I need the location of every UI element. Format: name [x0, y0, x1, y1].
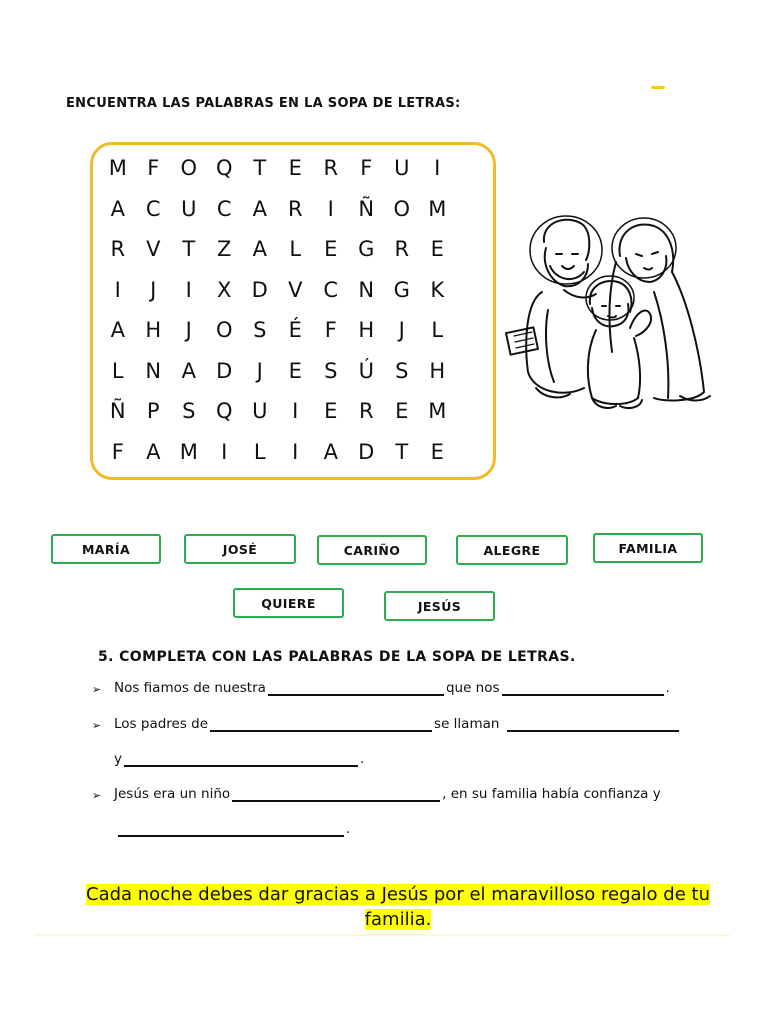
grid-letter: R [358, 399, 374, 424]
grid-letter: É [288, 318, 302, 343]
grid-letter: C [145, 196, 161, 221]
grid-letter: U [394, 156, 410, 181]
grid-letter: L [431, 318, 444, 343]
grid-letter: S [395, 358, 409, 383]
grid-letter: K [430, 277, 445, 302]
grid-letter: H [429, 358, 446, 383]
answer-blank[interactable] [268, 680, 444, 696]
sentence-text: y [114, 751, 122, 767]
sentence-line-5 [116, 821, 350, 837]
answer-blank[interactable] [232, 786, 440, 802]
grid-letter: I [292, 399, 299, 424]
answer-blank[interactable] [210, 716, 432, 732]
grid-letter: E [324, 237, 338, 262]
grid-letter: U [252, 399, 268, 424]
grid-letter: V [288, 277, 303, 302]
sentence-end: . [346, 821, 351, 837]
grid-letter: F [324, 318, 337, 343]
sentence-text: Nos fiamos de nuestra [114, 680, 266, 696]
grid-letter: O [393, 196, 411, 221]
word-box-jesus: JESÚS [384, 591, 495, 621]
word-box-jose: JOSÉ [184, 534, 296, 564]
grid-letter: M [428, 399, 447, 424]
sentence-text: se llaman [434, 716, 500, 732]
grid-letter: T [395, 439, 409, 464]
answer-blank[interactable] [124, 751, 358, 767]
footer-divider [34, 934, 730, 936]
word-box-familia: FAMILIA [593, 533, 703, 563]
sentence-end: . [360, 751, 365, 767]
grid-letter: I [327, 196, 334, 221]
word-box-carino: CARIÑO [317, 535, 427, 565]
grid-letter: Ñ [358, 196, 375, 221]
grid-letter: H [358, 318, 375, 343]
grid-letter: E [430, 439, 444, 464]
grid-letter: A [146, 439, 161, 464]
sentence-text: , en su familia había confianza y [442, 786, 661, 802]
grid-letter: P [146, 399, 160, 424]
word-box-maria: MARÍA [51, 534, 161, 564]
grid-letter: Ú [358, 358, 374, 383]
grid-letter: A [323, 439, 338, 464]
grid-letter: R [394, 237, 410, 262]
grid-letter: O [215, 318, 233, 343]
answer-blank[interactable] [118, 821, 344, 837]
grid-letter: F [147, 156, 160, 181]
grid-letter: A [252, 196, 267, 221]
grid-letter: D [251, 277, 268, 302]
grid-letter: S [253, 318, 267, 343]
grid-letter: X [217, 277, 232, 302]
sentence-end: . [665, 680, 670, 696]
section1-title: ENCUENTRA LAS PALABRAS EN LA SOPA DE LETRAS: [66, 96, 461, 111]
sentence-line-1 [92, 680, 670, 696]
grid-letter: Z [217, 237, 232, 262]
closing-message [66, 882, 730, 932]
grid-letter: O [180, 156, 198, 181]
arrow-bullet-icon: ➢ [92, 719, 102, 732]
grid-letter: I [292, 439, 299, 464]
grid-letter: J [398, 318, 405, 343]
grid-letter: D [358, 439, 375, 464]
grid-letter: E [288, 358, 302, 383]
answer-blank[interactable] [507, 716, 679, 732]
sentence-text: Los padres de [114, 716, 209, 732]
grid-letter: S [324, 358, 338, 383]
grid-letter: M [108, 156, 127, 181]
grid-letter: U [181, 196, 197, 221]
grid-letter: V [146, 237, 161, 262]
grid-letter: L [289, 237, 302, 262]
grid-letter: D [216, 358, 233, 383]
word-box-quiere: QUIERE [233, 588, 344, 618]
grid-letter: R [287, 196, 303, 221]
grid-letter: L [253, 439, 266, 464]
grid-letter: N [145, 358, 162, 383]
grid-letter: I [221, 439, 228, 464]
word-box-alegre: ALEGRE [456, 535, 568, 565]
grid-letter: N [358, 277, 375, 302]
grid-letter: Ñ [109, 399, 126, 424]
grid-letter: S [182, 399, 196, 424]
grid-letter: E [324, 399, 338, 424]
word-search-grid [100, 148, 455, 472]
grid-letter: I [114, 277, 121, 302]
grid-letter: C [216, 196, 232, 221]
closing-message-line1: Cada noche debes dar gracias a Jesús por el maravilloso regalo de tu [86, 884, 710, 905]
grid-letter: A [181, 358, 196, 383]
grid-letter: G [358, 237, 375, 262]
sentence-line-3 [114, 751, 364, 767]
section2-title: 5. COMPLETA CON LAS PALABRAS DE LA SOPA DE LETRAS. [98, 649, 576, 665]
answer-blank[interactable] [502, 680, 664, 696]
grid-letter: M [179, 439, 198, 464]
grid-letter: M [428, 196, 447, 221]
holy-family-illustration [504, 202, 724, 416]
sentence-text: que nos [445, 680, 500, 696]
grid-letter: L [111, 358, 124, 383]
grid-letter: R [323, 156, 339, 181]
grid-letter: T [253, 156, 267, 181]
grid-letter: Q [215, 156, 233, 181]
grid-letter: T [182, 237, 196, 262]
grid-letter: I [434, 156, 441, 181]
closing-message-line2: familia. [364, 909, 432, 930]
grid-letter: G [393, 277, 410, 302]
grid-letter: E [430, 237, 444, 262]
grid-letter: A [110, 318, 125, 343]
grid-letter: J [185, 318, 192, 343]
sentence-text: Jesús era un niño [114, 786, 231, 802]
grid-letter: C [323, 277, 339, 302]
arrow-bullet-icon: ➢ [92, 789, 102, 802]
grid-letter: J [256, 358, 263, 383]
grid-letter: Q [215, 399, 233, 424]
grid-letter: F [111, 439, 124, 464]
grid-letter: E [395, 399, 409, 424]
grid-letter: A [252, 237, 267, 262]
grid-letter: A [110, 196, 125, 221]
grid-letter: R [110, 237, 126, 262]
grid-letter: E [288, 156, 302, 181]
grid-letter: I [185, 277, 192, 302]
decorative-mark [651, 86, 665, 89]
sentence-line-2 [92, 716, 681, 732]
grid-letter: H [145, 318, 162, 343]
grid-letter: J [150, 277, 157, 302]
arrow-bullet-icon: ➢ [92, 683, 102, 696]
grid-letter: F [360, 156, 373, 181]
sentence-line-4 [92, 786, 661, 802]
